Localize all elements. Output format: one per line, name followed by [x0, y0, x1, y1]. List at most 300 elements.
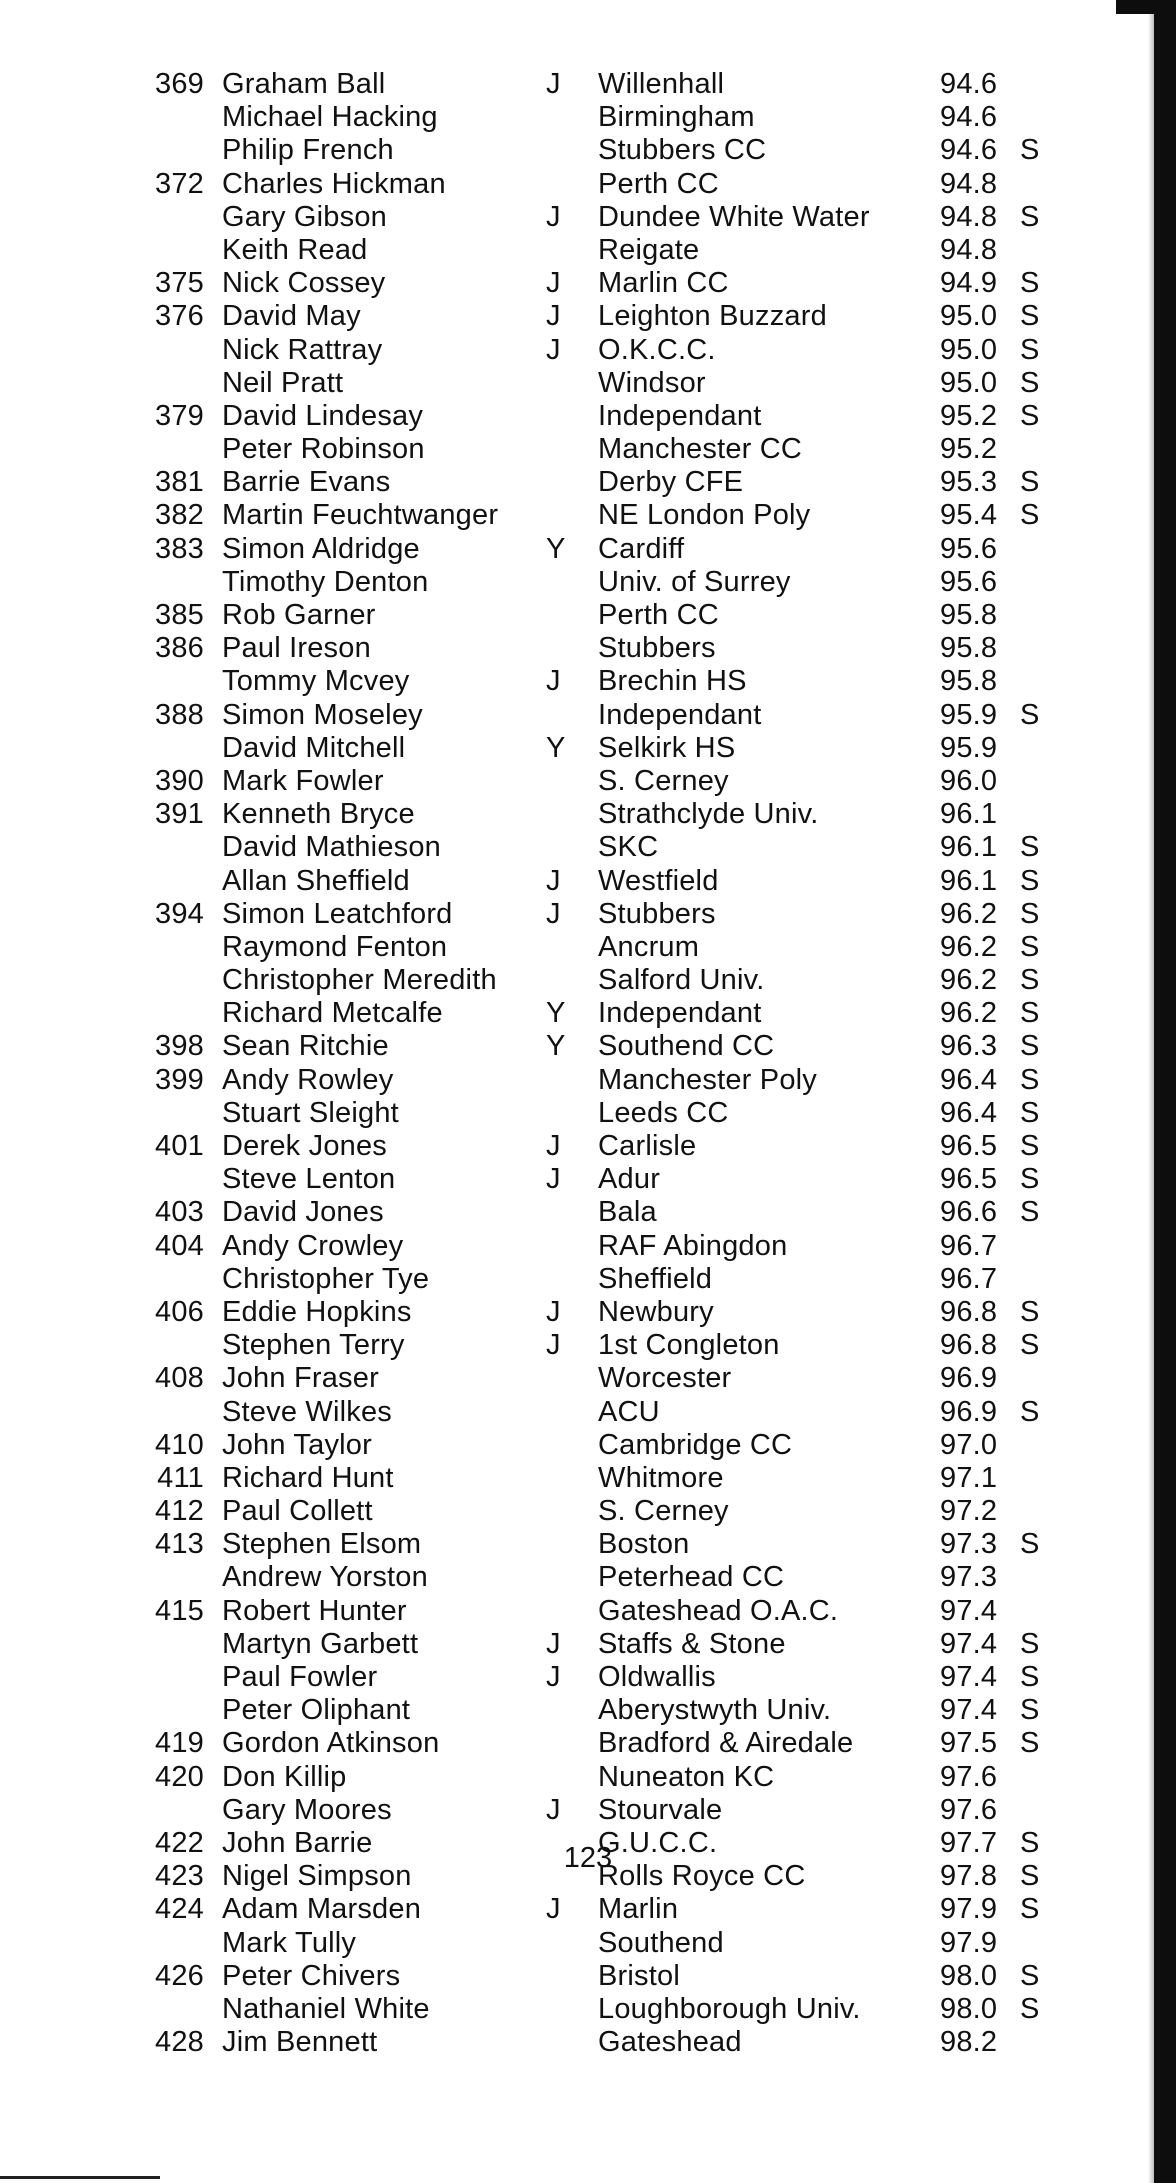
name-cell: Kenneth Bryce — [222, 798, 415, 831]
result-row — [0, 765, 1130, 798]
name-cell: Peter Oliphant — [222, 1694, 411, 1727]
name-cell: Graham Ball — [222, 68, 386, 100]
rank-cell: 381 — [155, 466, 204, 499]
category-cell: J — [546, 1163, 561, 1196]
result-row — [0, 964, 1130, 997]
name-cell: Simon Leatchford — [222, 897, 453, 930]
time-cell: 98.0 — [940, 1959, 998, 1992]
time-cell: 95.3 — [940, 466, 998, 499]
rank-cell: 406 — [155, 1295, 204, 1328]
result-row — [0, 632, 1130, 665]
name-cell: Jim Bennett — [222, 2026, 378, 2059]
club-cell: Marlin CC — [598, 267, 729, 300]
club-cell: ACU — [598, 1395, 660, 1428]
category-cell: J — [546, 1130, 561, 1162]
rank-cell: 369 — [155, 68, 204, 100]
name-cell: John Fraser — [222, 1362, 379, 1395]
category-cell: J — [546, 200, 561, 233]
flag-cell: S — [1020, 1992, 1040, 2025]
time-cell: 96.4 — [940, 1096, 998, 1129]
club-cell: Reigate — [598, 233, 700, 266]
flag-cell: S — [1020, 1063, 1040, 1096]
result-row — [0, 433, 1130, 466]
name-cell: Richard Metcalfe — [222, 997, 443, 1030]
time-cell: 96.4 — [940, 1063, 998, 1096]
club-cell: Manchester CC — [598, 433, 803, 466]
club-cell: Birmingham — [598, 101, 755, 134]
club-cell: Cambridge CC — [598, 1428, 793, 1461]
time-cell: 96.1 — [940, 831, 998, 864]
result-row — [0, 898, 1130, 931]
result-row — [0, 1761, 1130, 1794]
club-cell: Peterhead CC — [598, 1561, 785, 1594]
flag-cell: S — [1020, 930, 1040, 963]
name-cell: Barrie Evans — [222, 466, 391, 499]
time-cell: 96.9 — [940, 1362, 998, 1395]
club-cell: Stourvale — [598, 1793, 723, 1826]
name-cell: Charles Hickman — [222, 167, 446, 200]
club-cell: O.K.C.C. — [598, 333, 716, 366]
category-cell: Y — [546, 997, 566, 1030]
club-cell: Dundee White Water — [598, 200, 870, 233]
result-row — [0, 2026, 1130, 2059]
name-cell: Andy Rowley — [222, 1063, 394, 1096]
name-cell: David Mathieson — [222, 831, 441, 864]
name-cell: Michael Hacking — [222, 101, 438, 134]
name-cell: Keith Read — [222, 233, 368, 266]
category-cell: J — [546, 1627, 561, 1660]
result-row — [0, 1163, 1130, 1196]
club-cell: Selkirk HS — [598, 731, 736, 764]
result-row — [0, 1097, 1130, 1130]
name-cell: David Lindesay — [222, 399, 424, 432]
flag-cell: S — [1020, 1295, 1040, 1328]
rank-cell: 382 — [155, 499, 204, 532]
name-cell: Christopher Tye — [222, 1262, 430, 1295]
time-cell: 97.9 — [940, 1926, 998, 1959]
club-cell: NE London Poly — [598, 499, 811, 532]
time-cell: 97.3 — [940, 1561, 998, 1594]
flag-cell: S — [1020, 134, 1040, 167]
time-cell: 95.2 — [940, 433, 998, 466]
result-row — [0, 1694, 1130, 1727]
flag-cell: S — [1020, 1329, 1040, 1362]
club-cell: Willenhall — [598, 68, 725, 100]
flag-cell: S — [1020, 1030, 1040, 1063]
time-cell: 97.1 — [940, 1461, 998, 1494]
rank-cell: 411 — [157, 1461, 204, 1494]
rank-cell: 404 — [155, 1229, 204, 1262]
club-cell: Southend — [598, 1926, 724, 1959]
time-cell: 96.7 — [940, 1262, 998, 1295]
result-row — [0, 665, 1130, 698]
result-row — [0, 1263, 1130, 1296]
name-cell: Stephen Elsom — [222, 1528, 422, 1561]
result-row — [0, 168, 1130, 201]
flag-cell: S — [1020, 267, 1040, 300]
results-list — [0, 68, 1130, 2059]
rank-cell: 422 — [155, 1826, 204, 1859]
result-row — [0, 997, 1130, 1030]
club-cell: Stubbers — [598, 632, 716, 665]
club-cell: Rolls Royce CC — [598, 1860, 806, 1893]
name-cell: Nathaniel White — [222, 1992, 430, 2025]
rank-cell: 420 — [155, 1760, 204, 1793]
name-cell: Gary Gibson — [222, 200, 387, 233]
category-cell: J — [546, 897, 561, 930]
time-cell: 96.5 — [940, 1163, 998, 1196]
flag-cell: S — [1020, 1826, 1040, 1859]
time-cell: 95.6 — [940, 532, 998, 565]
club-cell: Southend CC — [598, 1030, 775, 1063]
flag-cell: S — [1020, 831, 1040, 864]
time-cell: 96.3 — [940, 1030, 998, 1063]
result-row — [0, 1462, 1130, 1495]
category-cell: J — [546, 333, 561, 366]
rank-cell: 399 — [155, 1063, 204, 1096]
flag-cell: S — [1020, 997, 1040, 1030]
time-cell: 97.0 — [940, 1428, 998, 1461]
result-row — [0, 1528, 1130, 1561]
time-cell: 95.0 — [940, 300, 998, 333]
name-cell: Andy Crowley — [222, 1229, 404, 1262]
rank-cell: 419 — [155, 1727, 204, 1760]
category-cell: Y — [546, 731, 566, 764]
flag-cell: S — [1020, 399, 1040, 432]
result-row — [0, 1794, 1130, 1827]
result-row — [0, 1396, 1130, 1429]
flag-cell: S — [1020, 1196, 1040, 1229]
result-row — [0, 1727, 1130, 1760]
club-cell: Adur — [598, 1163, 661, 1196]
rank-cell: 408 — [155, 1362, 204, 1395]
name-cell: Mark Tully — [222, 1926, 357, 1959]
club-cell: Worcester — [598, 1362, 732, 1395]
rank-cell: 410 — [155, 1428, 204, 1461]
flag-cell: S — [1020, 1528, 1040, 1561]
category-cell: J — [546, 864, 561, 897]
rank-cell: 390 — [155, 764, 204, 797]
time-cell: 97.2 — [940, 1495, 998, 1528]
club-cell: Leighton Buzzard — [598, 300, 827, 333]
result-row — [0, 101, 1130, 134]
club-cell: Newbury — [598, 1295, 714, 1328]
name-cell: Nick Rattray — [222, 333, 383, 366]
result-row — [0, 931, 1130, 964]
club-cell: Loughborough Univ. — [598, 1992, 861, 2025]
name-cell: Martyn Garbett — [222, 1627, 419, 1660]
club-cell: Perth CC — [598, 167, 719, 200]
flag-cell: S — [1020, 1694, 1040, 1727]
name-cell: Stephen Terry — [222, 1329, 405, 1362]
category-cell: J — [546, 665, 561, 698]
result-row — [0, 1296, 1130, 1329]
club-cell: RAF Abingdon — [598, 1229, 788, 1262]
club-cell: Leeds CC — [598, 1096, 729, 1129]
rank-cell: 423 — [155, 1860, 204, 1893]
time-cell: 97.4 — [940, 1594, 998, 1627]
name-cell: John Barrie — [222, 1826, 373, 1859]
club-cell: Bradford & Airedale — [598, 1727, 854, 1760]
time-cell: 96.1 — [940, 798, 998, 831]
name-cell: Rob Garner — [222, 599, 376, 631]
time-cell: 95.8 — [940, 665, 998, 698]
club-cell: Ancrum — [598, 930, 700, 963]
result-row — [0, 1495, 1130, 1528]
time-cell: 96.5 — [940, 1130, 998, 1162]
time-cell: 96.9 — [940, 1395, 998, 1428]
club-cell: Sheffield — [598, 1262, 713, 1295]
name-cell: Christopher Meredith — [222, 964, 497, 997]
result-row — [0, 1130, 1130, 1163]
name-cell: David May — [222, 300, 361, 333]
result-row — [0, 68, 1130, 101]
scan-mark — [0, 2176, 160, 2179]
name-cell: Paul Collett — [222, 1495, 373, 1528]
time-cell: 97.5 — [940, 1727, 998, 1760]
flag-cell: S — [1020, 366, 1040, 399]
name-cell: Paul Ireson — [222, 632, 371, 665]
club-cell: Boston — [598, 1528, 690, 1561]
result-row — [0, 1064, 1130, 1097]
result-row — [0, 1927, 1130, 1960]
result-row — [0, 798, 1130, 831]
club-cell: Marlin — [598, 1893, 679, 1926]
time-cell: 95.6 — [940, 565, 998, 598]
club-cell: Carlisle — [598, 1130, 697, 1162]
name-cell: Andrew Yorston — [222, 1561, 428, 1594]
flag-cell: S — [1020, 1727, 1040, 1760]
result-row — [0, 367, 1130, 400]
result-row — [0, 334, 1130, 367]
result-row — [0, 1196, 1130, 1229]
result-row — [0, 1628, 1130, 1661]
club-cell: Stubbers — [598, 897, 716, 930]
time-cell: 97.6 — [940, 1760, 998, 1793]
club-cell: Westfield — [598, 864, 719, 897]
name-cell: Timothy Denton — [222, 565, 429, 598]
flag-cell: S — [1020, 1959, 1040, 1992]
club-cell: Univ. of Surrey — [598, 565, 791, 598]
flag-cell: S — [1020, 1395, 1040, 1428]
name-cell: Allan Sheffield — [222, 864, 410, 897]
result-row — [0, 499, 1130, 532]
time-cell: 97.4 — [940, 1627, 998, 1660]
time-cell: 94.8 — [940, 233, 998, 266]
club-cell: 1st Congleton — [598, 1329, 780, 1362]
rank-cell: 403 — [155, 1196, 204, 1229]
flag-cell: S — [1020, 864, 1040, 897]
time-cell: 97.8 — [940, 1860, 998, 1893]
club-cell: Independant — [598, 997, 762, 1030]
rank-cell: 391 — [155, 798, 204, 831]
time-cell: 97.4 — [940, 1694, 998, 1727]
club-cell: Brechin HS — [598, 665, 747, 698]
rank-cell: 394 — [155, 897, 204, 930]
club-cell: Windsor — [598, 366, 706, 399]
rank-cell: 388 — [155, 698, 204, 731]
flag-cell: S — [1020, 897, 1040, 930]
flag-cell: S — [1020, 1893, 1040, 1926]
club-cell: Oldwallis — [598, 1661, 716, 1693]
name-cell: Steve Lenton — [222, 1163, 396, 1196]
time-cell: 94.6 — [940, 101, 998, 134]
time-cell: 95.2 — [940, 399, 998, 432]
name-cell: Nigel Simpson — [222, 1860, 412, 1893]
club-cell: Aberystwyth Univ. — [598, 1694, 832, 1727]
rank-cell: 376 — [155, 300, 204, 333]
name-cell: Raymond Fenton — [222, 930, 448, 963]
name-cell: John Taylor — [222, 1428, 372, 1461]
club-cell: Salford Univ. — [598, 964, 765, 997]
rank-cell: 401 — [155, 1130, 204, 1162]
rank-cell: 383 — [155, 532, 204, 565]
name-cell: Don Killip — [222, 1760, 347, 1793]
flag-cell: S — [1020, 698, 1040, 731]
time-cell: 94.8 — [940, 167, 998, 200]
rank-cell: 413 — [155, 1528, 204, 1561]
name-cell: Simon Moseley — [222, 698, 423, 731]
result-row — [0, 1030, 1130, 1063]
category-cell: J — [546, 68, 561, 100]
result-row — [0, 1960, 1130, 1993]
result-row — [0, 831, 1130, 864]
rank-cell: 385 — [155, 599, 204, 631]
flag-cell: S — [1020, 200, 1040, 233]
result-row — [0, 1561, 1130, 1594]
name-cell: Richard Hunt — [222, 1461, 394, 1494]
category-cell: J — [546, 1295, 561, 1328]
name-cell: Peter Robinson — [222, 433, 425, 466]
result-row — [0, 267, 1130, 300]
rank-cell: 379 — [155, 399, 204, 432]
club-cell: Gateshead — [598, 2026, 742, 2059]
flag-cell: S — [1020, 1661, 1040, 1693]
flag-cell: S — [1020, 1096, 1040, 1129]
name-cell: Sean Ritchie — [222, 1030, 389, 1063]
time-cell: 95.9 — [940, 731, 998, 764]
result-row — [0, 599, 1130, 632]
name-cell: Simon Aldridge — [222, 532, 420, 565]
flag-cell: S — [1020, 333, 1040, 366]
result-row — [0, 1661, 1130, 1694]
club-cell: Nuneaton KC — [598, 1760, 775, 1793]
club-cell: G.U.C.C. — [598, 1826, 718, 1859]
name-cell: Adam Marsden — [222, 1893, 422, 1926]
name-cell: Paul Fowler — [222, 1661, 378, 1693]
category-cell: Y — [546, 532, 566, 565]
name-cell: Derek Jones — [222, 1130, 387, 1162]
category-cell: Y — [546, 1030, 566, 1063]
result-row — [0, 234, 1130, 267]
name-cell: Neil Pratt — [222, 366, 344, 399]
result-row — [0, 865, 1130, 898]
flag-cell: S — [1020, 1130, 1040, 1162]
flag-cell: S — [1020, 1860, 1040, 1893]
time-cell: 96.8 — [940, 1329, 998, 1362]
rank-cell: 398 — [155, 1030, 204, 1063]
time-cell: 96.6 — [940, 1196, 998, 1229]
time-cell: 97.3 — [940, 1528, 998, 1561]
time-cell: 98.0 — [940, 1992, 998, 2025]
club-cell: Perth CC — [598, 599, 719, 631]
result-row — [0, 732, 1130, 765]
time-cell: 94.9 — [940, 267, 998, 300]
result-row — [0, 466, 1130, 499]
name-cell: David Jones — [222, 1196, 384, 1229]
rank-cell: 428 — [155, 2026, 204, 2059]
name-cell: Robert Hunter — [222, 1594, 407, 1627]
time-cell: 96.0 — [940, 764, 998, 797]
result-row — [0, 1329, 1130, 1362]
time-cell: 94.6 — [940, 68, 998, 100]
time-cell: 96.2 — [940, 964, 998, 997]
time-cell: 95.0 — [940, 366, 998, 399]
category-cell: J — [546, 1793, 561, 1826]
result-row — [0, 134, 1130, 167]
flag-cell: S — [1020, 466, 1040, 499]
flag-cell: S — [1020, 499, 1040, 532]
name-cell: Stuart Sleight — [222, 1096, 399, 1129]
time-cell: 96.2 — [940, 897, 998, 930]
club-cell: Manchester Poly — [598, 1063, 817, 1096]
flag-cell: S — [1020, 964, 1040, 997]
name-cell: Martin Feuchtwanger — [222, 499, 499, 532]
time-cell: 96.7 — [940, 1229, 998, 1262]
club-cell: Staffs & Stone — [598, 1627, 786, 1660]
name-cell: Gordon Atkinson — [222, 1727, 440, 1760]
flag-cell: S — [1020, 1163, 1040, 1196]
category-cell: J — [546, 1329, 561, 1362]
name-cell: David Mitchell — [222, 731, 406, 764]
result-row — [0, 566, 1130, 599]
name-cell: Eddie Hopkins — [222, 1295, 412, 1328]
time-cell: 95.0 — [940, 333, 998, 366]
name-cell: Peter Chivers — [222, 1959, 401, 1992]
club-cell: Bala — [598, 1196, 657, 1229]
club-cell: S. Cerney — [598, 1495, 729, 1528]
rank-cell: 412 — [155, 1495, 204, 1528]
result-row — [0, 1595, 1130, 1628]
time-cell: 95.8 — [940, 599, 998, 631]
club-cell: Stubbers CC — [598, 134, 767, 167]
club-cell: Gateshead O.A.C. — [598, 1594, 839, 1627]
result-row — [0, 1993, 1130, 2026]
club-cell: Strathclyde Univ. — [598, 798, 819, 831]
result-row — [0, 201, 1130, 234]
time-cell: 94.6 — [940, 134, 998, 167]
name-cell: Gary Moores — [222, 1793, 392, 1826]
rank-cell: 415 — [155, 1594, 204, 1627]
page-corner — [1116, 0, 1176, 14]
rank-cell: 375 — [155, 267, 204, 300]
category-cell: J — [546, 267, 561, 300]
time-cell: 98.2 — [940, 2026, 998, 2059]
result-row — [0, 1230, 1130, 1263]
club-cell: Independant — [598, 698, 762, 731]
time-cell: 96.8 — [940, 1295, 998, 1328]
rank-cell: 386 — [155, 632, 204, 665]
category-cell: J — [546, 1661, 561, 1693]
result-row — [0, 699, 1130, 732]
category-cell: J — [546, 1893, 561, 1926]
club-cell: Independant — [598, 399, 762, 432]
name-cell: Nick Cossey — [222, 267, 386, 300]
rank-cell: 424 — [155, 1893, 204, 1926]
club-cell: Derby CFE — [598, 466, 744, 499]
time-cell: 95.4 — [940, 499, 998, 532]
name-cell: Philip French — [222, 134, 394, 167]
